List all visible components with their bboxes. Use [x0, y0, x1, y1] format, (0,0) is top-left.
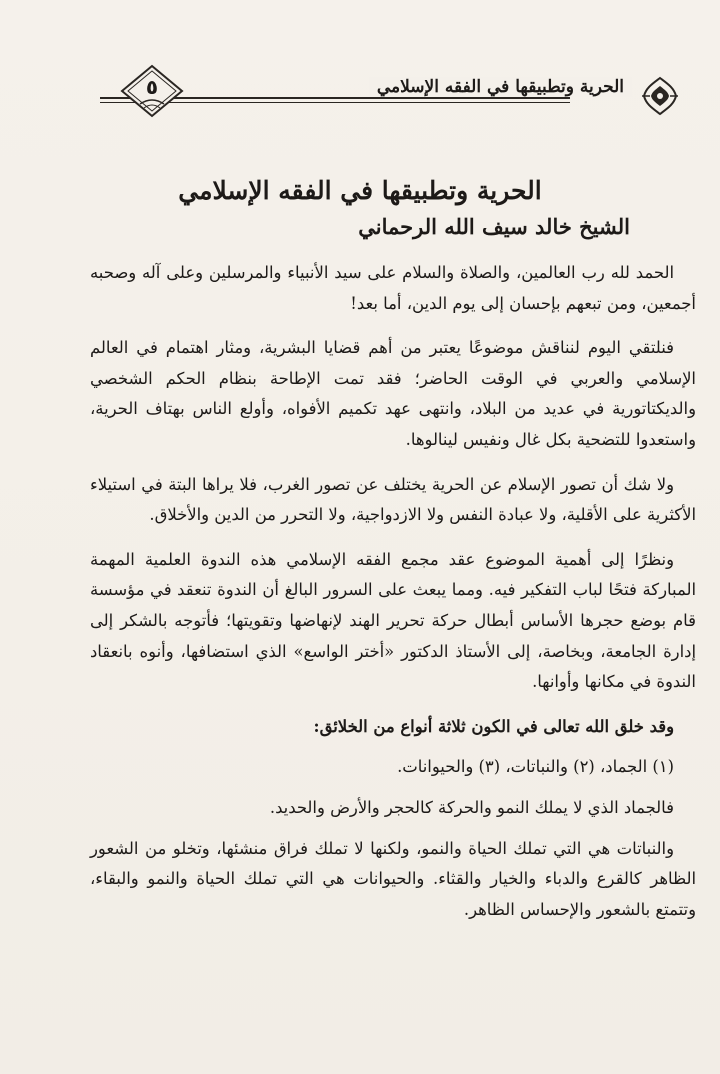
paragraph-creation-intro: وقد خلق الله تعالى في الكون ثلاثة أنواع من الخلائق:: [313, 716, 674, 736]
paragraph-topic: فنلتقي اليوم لنناقش موضوعًا يعتبر من أهم قضايا البشرية، ومثار اهتمام في العالم الإسلامي والعربي في الوقت الحاضر؛ فقد تمت الإطاحة بنظام الحكم الشخصي والديكتاتورية في عديد من البلاد، وانتهى عهد تكميم الأفواه، وأولع الناس بهتاف الحرية، واستعدوا للتضحية بكل غال ونفيس لينالوها.: [90, 338, 696, 449]
paragraph-opening: الحمد لله رب العالمين، والصلاة والسلام على سيد الأنبياء والمرسلين وعلى آله وصحبه أجمعين، ومن تبعهم بإحسان إلى يوم الدين، أما بعد!: [90, 263, 696, 313]
paragraph-creation-list: (١) الجماد، (٢) والنباتات، (٣) والحيوانات.: [397, 757, 674, 777]
floral-ornament-icon: [640, 74, 680, 118]
paragraph-inanimate: فالجماد الذي لا يملك النمو والحركة كالحجر والأرض والحديد.: [269, 797, 674, 817]
paragraph-islamic-view: ولا شك أن تصور الإسلام عن الحرية يختلف عن تصور الغرب، فلا يراها البتة في استيلاء الأكثرية على الأقلية، ولا عبادة النفس ولا الازدواجية، ولا التحرر من الدين والأخلاق.: [90, 474, 696, 525]
page-number-ornament: [120, 64, 184, 118]
page-header: [90, 58, 690, 128]
paragraph-symposium: ونظرًا إلى أهمية الموضوع عقد مجمع الفقه الإسلامي هذه الندوة العلمية المهمة المباركة فتحًا لباب التفكير فيه. ومما يبعث على السرور البالغ أن الندوة تنعقد في مؤسسة قام بوضع حجرها الأساس أبطال حركة تحرير الهند لإنهاضها وتقويتها؛ فأتوجه بالشكر إلى إدارة الجامعة، وبخاصة، إلى الأستاذ الدكتور «أختر الواسع» الذي استضافها، وأنوه بانعقاد الندوة في مكانها وأوانها.: [90, 549, 696, 692]
running-title: الحرية وتطبيقها في الفقه الإسلامي: [369, 77, 632, 97]
body-text: [90, 258, 696, 939]
author-name: الشيخ خالد سيف الله الرحماني: [358, 214, 630, 239]
page-number: ٥: [145, 75, 159, 99]
page-title: الحرية وتطبيقها في الفقه الإسلامي: [178, 176, 542, 205]
paragraph-plants-animals: والنباتات هي التي تملك الحياة والنمو، ولكنها لا تملك فراق منشئها، وتخلو من الشعور الظاهر كالقرع والدباء والخيار والقثاء. والحيوانات هي التي تملك الحياة والنمو والبقاء، وتتمتع بالشعور والإحساس الظاهر.: [90, 838, 696, 919]
